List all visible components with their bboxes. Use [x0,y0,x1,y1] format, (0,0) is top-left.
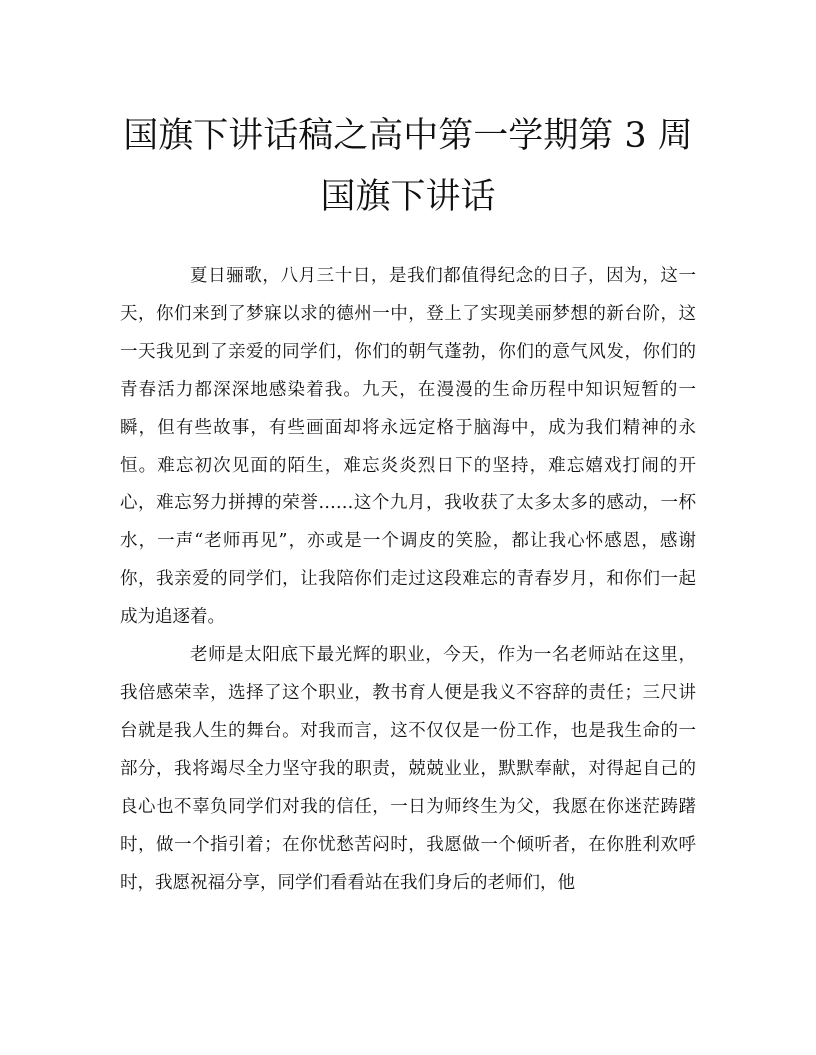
paragraph-2: 老师是太阳底下最光辉的职业，今天，作为一名老师站在这里，我倍感荣幸，选择了这个职业，教书育人便是我义不容辞的责任；三尺讲台就是我人生的舞台。对我而言，这不仅仅是一份工作，也是我生命的一部分，我将竭尽全力坚守我的职责，兢兢业业，默默奉献，对得起自己的良心也不辜负同学们对我的信任，一日为师终生为父，我愿在你迷茫踌躇时，做一个指引着；在你忧愁苦闷时，我愿做一个倾听者，在你胜利欢呼时，我愿祝福分享，同学们看看站在我们身后的老师们，他 [120,645,696,893]
document-title [110,106,706,228]
document-body [120,258,696,902]
paragraph-1: 夏日骊歌，八月三十日，是我们都值得纪念的日子，因为，这一天，你们来到了梦寐以求的德州一中，登上了实现美丽梦想的新台阶，这一天我见到了亲爱的同学们，你们的朝气蓬勃，你们的意气风发，你们的青春活力都深深地感染着我。九天，在漫漫的生命历程中知识短暂的一瞬，但有些故事，有些画面却将永远定格于脑海中，成为我们精神的永恒。难忘初次见面的陌生，难忘炎炎烈日下的坚持，难忘嬉戏打闹的开心，难忘努力拼搏的荣誉……这个九月，我收获了太多太多的感动，一杯水，一声“老师再见”，亦或是一个调皮的笑脸，都让我心怀感恩，感谢你，我亲爱的同学们，让我陪你们走过这段难忘的青春岁月，和你们一起成为追逐着。 [120,266,696,628]
title-line-1: 国旗下讲话稿之高中第一学期第 3 周 [123,116,693,156]
title-line-2: 国旗下讲话 [320,177,496,217]
